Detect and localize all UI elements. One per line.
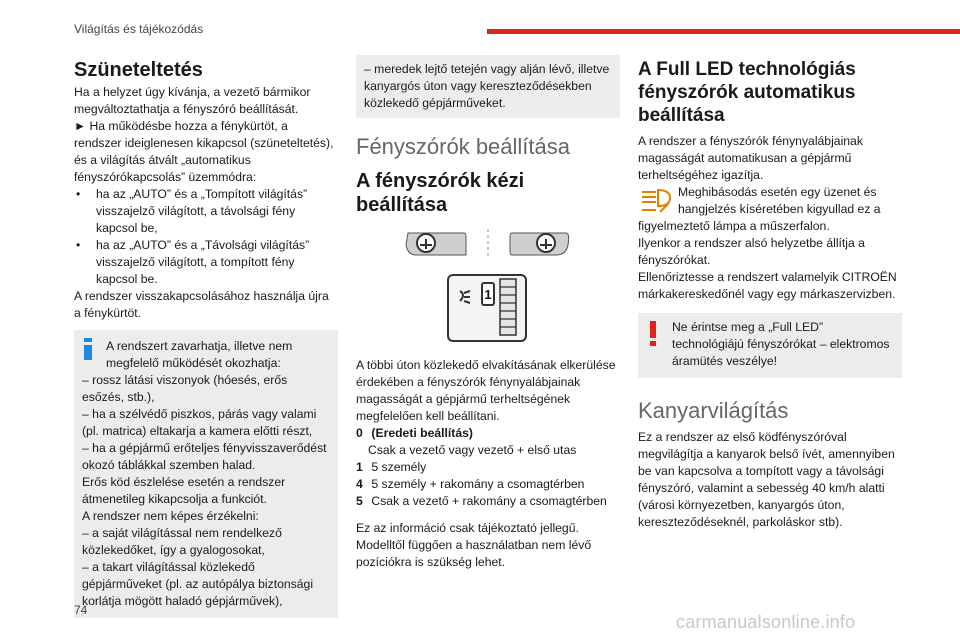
bullet-item-1: • ha az „AUTO” és a „Tompított világítás” visszajelző világított, a távolsági fény kapcsol be, — [76, 187, 308, 235]
info-item-2: – ha a szélvédő piszkos, párás vagy valami (pl. matrica) eltakarja a kamera előtti részt, — [82, 407, 317, 438]
paragraph-intro: Ha a helyzet úgy kívánja, a vezető bármikor megváltoztathatja a fényszóró beállítását. — [74, 85, 311, 116]
setting-0-label: (Eredeti beállítás) — [371, 426, 473, 440]
header-accent-bar — [487, 29, 960, 34]
column-2 — [356, 55, 620, 571]
continued-box-text: – meredek lejtő tetején vagy alján lévő, illetve kanyargós úton vagy kereszteződésekben közlekedő gépjárműveket. — [364, 62, 610, 110]
bullet-item-2: • ha az „AUTO” és a „Távolsági világítás” visszajelző világított, a tompított fény kapcsol be. — [76, 238, 310, 286]
watermark: carmanualsonline.info — [676, 612, 856, 632]
headlamp-illustration — [356, 225, 620, 349]
setting-0-num: 0 — [356, 426, 363, 440]
headlamp-fault-warning-icon — [638, 186, 674, 216]
paragraph-fault: Meghibásodás esetén egy üzenet és hangjelzés kíséretében kigyullad ez a figyelmeztető lámpa a műszerfalon. — [638, 185, 881, 233]
warning-lamp-paragraph — [638, 184, 902, 235]
setting-1-num: 1 — [356, 460, 363, 474]
section-heading-headlamp-adjust: Fényszórók beállítása — [356, 134, 570, 159]
paragraph-cornering: Ez a rendszer az első ködfényszóróval megvilágítja a kanyarok belső ívét, amennyiben be van kapcsolva a tompított vagy a távolsági fényszóró, valamint a sebesség 40 km/h alatti (városi környezetben, kanyargós úton, kereszteződéseknél, parkoláskor stb). — [638, 430, 895, 529]
section-heading-full-led: A Full LED technológiás fényszórók automatikus beállítása — [638, 59, 856, 126]
setting-5 — [356, 493, 620, 510]
info-item-3: – ha a gépjármű erőteljes fényvisszaverődést okozó táblákkal szemben halad. — [82, 441, 327, 472]
paragraph-note: Ez az információ csak tájékoztató jellegű. Modelltől függően a használatban nem lévő pozíciókra is szükség lehet. — [356, 521, 592, 569]
info-box — [74, 330, 338, 618]
setting-0 — [356, 425, 620, 442]
setting-4-desc: 5 személy + rakomány a csomagtérben — [371, 477, 585, 491]
subheading-manual-adjust: A fényszórók kézi beállítása — [356, 170, 525, 216]
paragraph-restore: A rendszer visszakapcsolásához használja újra a fénykürtöt. — [74, 289, 329, 320]
headlamp-dial-icon — [448, 275, 526, 341]
setting-5-desc: Csak a vezető + rakomány a csomagtérben — [371, 494, 607, 508]
paragraph-step: ► Ha működésbe hozza a fénykürtöt, a rendszer ideiglenesen kikapcsol (szüneteltetés), és a világítás átvált „automatikus fényszórókapcsolás” üzemmódra: — [74, 119, 334, 184]
headlamp-right-icon — [510, 233, 569, 255]
section-heading-pause: Szüneteltetés — [74, 59, 203, 81]
setting-0-desc: Csak a vezető vagy vezető + első utas — [368, 443, 577, 457]
info-box-title: A rendszert zavarhatja, illetve nem megfelelő működését okozhatja: — [106, 339, 293, 370]
warning-exclamation-icon — [650, 321, 656, 347]
paragraph-dealer: Ellenőriztesse a rendszert valamelyik CITROËN márkakereskedőnél vagy egy márkaszervizben. — [638, 270, 897, 301]
info-fog-note: Erős köd észlelése esetén a rendszer átmenetileg kikapcsolja a funkciót. — [82, 475, 286, 506]
dial-value-label: 1 — [484, 287, 492, 302]
running-header: Világítás és tájékozódás — [74, 22, 204, 36]
warning-box-text: Ne érintse meg a „Full LED” technológiájú fényszórókat – elektromos áramütés veszélye! — [672, 320, 890, 368]
info-item-1: – rossz látási viszonyok (hóesés, erős esőzés, stb.), — [82, 373, 288, 404]
info-not-detect: A rendszer nem képes érzékelni: — [82, 509, 259, 523]
setting-4 — [356, 476, 620, 493]
info-item-4: – a saját világítással nem rendelkező közlekedőket, így a gyalogosokat, — [82, 526, 282, 557]
setting-1 — [356, 459, 620, 476]
setting-1-desc: 5 személy — [371, 460, 427, 474]
headlamp-left-icon — [406, 233, 466, 255]
continued-box — [356, 55, 620, 118]
paragraph-adjust: A többi úton közlekedő elvakításának elkerülése érdekében a fényszórók fénynyalábjainak magasságát a gépjármű terheltségének megfelelően kell beállítani. — [356, 358, 616, 423]
page-number: 74 — [74, 603, 88, 617]
setting-5-num: 5 — [356, 494, 363, 508]
column-1 — [74, 58, 338, 618]
setting-4-num: 4 — [356, 477, 363, 491]
info-icon — [84, 338, 92, 360]
warning-box — [638, 313, 902, 378]
bullet-text-1: ha az „AUTO” és a „Tompított világítás” visszajelző világított, a távolsági fény kapcsol be, — [96, 187, 308, 235]
paragraph-auto-adjust: A rendszer a fényszórók fénynyalábjainak magasságát automatikusan a gépjármű terheltségéhez igazítja. — [638, 134, 863, 182]
bullet-text-2: ha az „AUTO” és a „Távolsági világítás” visszajelző világított, a tompított fény kapcsol be. — [96, 238, 310, 286]
info-item-5: – a takart világítással közlekedő gépjárműveket (pl. az autópálya biztonsági korlátja mögött haladó gépjárművek), — [82, 560, 314, 608]
column-3 — [638, 58, 902, 531]
paragraph-lower-position: Ilyenkor a rendszer alsó helyzetbe állítja a fényszórókat. — [638, 236, 865, 267]
section-heading-cornering: Kanyarvilágítás — [638, 398, 789, 423]
